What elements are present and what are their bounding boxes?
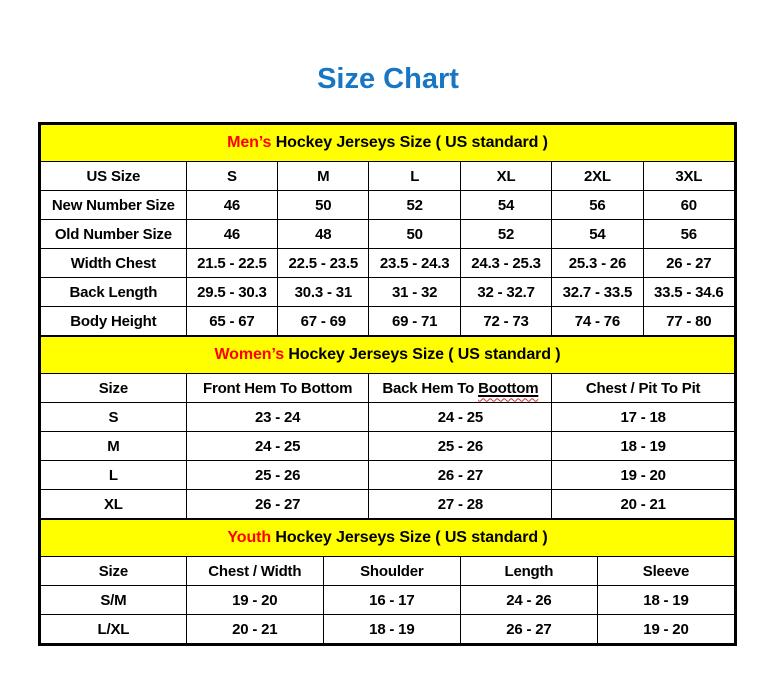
mens-size-value-cell: 23.5 - 24.3 bbox=[369, 249, 460, 278]
size-table-womens bbox=[40, 336, 735, 519]
mens-size-value-cell: 46 bbox=[186, 220, 277, 249]
mens-table-row bbox=[41, 220, 735, 249]
mens-size-value-cell: 67 - 69 bbox=[278, 307, 369, 336]
mens-section-banner-row bbox=[41, 125, 735, 162]
youth-size-value-cell: 19 - 20 bbox=[597, 615, 734, 644]
womens-table-row bbox=[41, 490, 735, 519]
youth-size-value-cell: 19 - 20 bbox=[186, 586, 323, 615]
mens-size-value-cell: 33.5 - 34.6 bbox=[643, 278, 734, 307]
size-table-mens bbox=[40, 124, 735, 336]
youth-header-row bbox=[41, 557, 735, 586]
misspelled-word-squiggle: Boottom bbox=[478, 379, 539, 397]
womens-size-value-cell: 25 - 26 bbox=[186, 461, 369, 490]
mens-size-value-cell: 74 - 76 bbox=[552, 307, 643, 336]
youth-size-value-cell: 16 - 17 bbox=[323, 586, 460, 615]
mens-table-row bbox=[41, 307, 735, 336]
youth-column-header: Chest / Width bbox=[186, 557, 323, 586]
size-table-youth bbox=[40, 519, 735, 644]
womens-column-header: Back Hem To Boottom bbox=[369, 374, 552, 403]
womens-size-value-cell: 26 - 27 bbox=[186, 490, 369, 519]
mens-size-value-cell: 31 - 32 bbox=[369, 278, 460, 307]
womens-size-value-cell: 20 - 21 bbox=[552, 490, 735, 519]
youth-banner-highlight: Youth bbox=[227, 529, 272, 546]
mens-column-header: S bbox=[186, 162, 277, 191]
womens-section-banner-row bbox=[41, 337, 735, 374]
mens-column-header: XL bbox=[460, 162, 551, 191]
womens-size-value-cell: 27 - 28 bbox=[369, 490, 552, 519]
mens-size-value-cell: 56 bbox=[552, 191, 643, 220]
womens-table-row bbox=[41, 432, 735, 461]
womens-banner-text: Hockey Jerseys Size ( US standard ) bbox=[284, 346, 561, 363]
youth-column-header: Sleeve bbox=[597, 557, 734, 586]
womens-section-banner bbox=[41, 337, 735, 374]
mens-size-value-cell: 65 - 67 bbox=[186, 307, 277, 336]
womens-header-row bbox=[41, 374, 735, 403]
mens-size-value-cell: 56 bbox=[643, 220, 734, 249]
mens-size-value-cell: 24.3 - 25.3 bbox=[460, 249, 551, 278]
mens-size-value-cell: 54 bbox=[552, 220, 643, 249]
youth-size-value-cell: 26 - 27 bbox=[460, 615, 597, 644]
youth-column-header: Length bbox=[460, 557, 597, 586]
womens-row-label: S bbox=[41, 403, 187, 432]
mens-column-header: 2XL bbox=[552, 162, 643, 191]
youth-size-value-cell: 20 - 21 bbox=[186, 615, 323, 644]
womens-size-value-cell: 24 - 25 bbox=[369, 403, 552, 432]
mens-column-header: M bbox=[278, 162, 369, 191]
mens-column-header: US Size bbox=[41, 162, 187, 191]
mens-size-value-cell: 46 bbox=[186, 191, 277, 220]
womens-size-value-cell: 18 - 19 bbox=[552, 432, 735, 461]
womens-column-header: Size bbox=[41, 374, 187, 403]
womens-row-label: XL bbox=[41, 490, 187, 519]
womens-column-header: Front Hem To Bottom bbox=[186, 374, 369, 403]
mens-banner-highlight: Men’s bbox=[227, 134, 272, 151]
page-title: Size Chart bbox=[317, 63, 459, 95]
youth-column-header: Size bbox=[41, 557, 187, 586]
mens-size-value-cell: 50 bbox=[369, 220, 460, 249]
mens-size-value-cell: 32.7 - 33.5 bbox=[552, 278, 643, 307]
mens-row-label: Width Chest bbox=[41, 249, 187, 278]
youth-size-value-cell: 18 - 19 bbox=[597, 586, 734, 615]
youth-section-banner bbox=[41, 520, 735, 557]
womens-table-row bbox=[41, 461, 735, 490]
womens-size-value-cell: 19 - 20 bbox=[552, 461, 735, 490]
youth-table-row bbox=[41, 586, 735, 615]
mens-size-value-cell: 21.5 - 22.5 bbox=[186, 249, 277, 278]
womens-row-label: L bbox=[41, 461, 187, 490]
mens-row-label: Body Height bbox=[41, 307, 187, 336]
youth-size-value-cell: 18 - 19 bbox=[323, 615, 460, 644]
size-tables-container bbox=[38, 122, 737, 646]
mens-size-value-cell: 72 - 73 bbox=[460, 307, 551, 336]
mens-size-value-cell: 22.5 - 23.5 bbox=[278, 249, 369, 278]
mens-size-value-cell: 52 bbox=[460, 220, 551, 249]
womens-size-value-cell: 25 - 26 bbox=[369, 432, 552, 461]
mens-banner-text: Hockey Jerseys Size ( US standard ) bbox=[271, 134, 548, 151]
mens-size-value-cell: 29.5 - 30.3 bbox=[186, 278, 277, 307]
womens-size-value-cell: 17 - 18 bbox=[552, 403, 735, 432]
youth-column-header: Shoulder bbox=[323, 557, 460, 586]
womens-banner-highlight: Women’s bbox=[214, 346, 284, 363]
youth-row-label: L/XL bbox=[41, 615, 187, 644]
mens-size-value-cell: 54 bbox=[460, 191, 551, 220]
mens-table-row bbox=[41, 278, 735, 307]
womens-row-label: M bbox=[41, 432, 187, 461]
mens-row-label: Old Number Size bbox=[41, 220, 187, 249]
mens-row-label: Back Length bbox=[41, 278, 187, 307]
mens-size-value-cell: 50 bbox=[278, 191, 369, 220]
youth-row-label: S/M bbox=[41, 586, 187, 615]
mens-size-value-cell: 60 bbox=[643, 191, 734, 220]
mens-size-value-cell: 30.3 - 31 bbox=[278, 278, 369, 307]
mens-size-value-cell: 48 bbox=[278, 220, 369, 249]
mens-section-banner bbox=[41, 125, 735, 162]
mens-table-row bbox=[41, 249, 735, 278]
womens-size-value-cell: 24 - 25 bbox=[186, 432, 369, 461]
youth-banner-text: Hockey Jerseys Size ( US standard ) bbox=[271, 529, 548, 546]
youth-table-row bbox=[41, 615, 735, 644]
youth-size-value-cell: 24 - 26 bbox=[460, 586, 597, 615]
womens-column-header: Chest / Pit To Pit bbox=[552, 374, 735, 403]
mens-size-value-cell: 26 - 27 bbox=[643, 249, 734, 278]
mens-column-header: L bbox=[369, 162, 460, 191]
mens-size-value-cell: 77 - 80 bbox=[643, 307, 734, 336]
mens-size-value-cell: 52 bbox=[369, 191, 460, 220]
mens-size-value-cell: 32 - 32.7 bbox=[460, 278, 551, 307]
womens-size-value-cell: 26 - 27 bbox=[369, 461, 552, 490]
mens-size-value-cell: 25.3 - 26 bbox=[552, 249, 643, 278]
womens-size-value-cell: 23 - 24 bbox=[186, 403, 369, 432]
mens-row-label: New Number Size bbox=[41, 191, 187, 220]
mens-header-row bbox=[41, 162, 735, 191]
mens-column-header: 3XL bbox=[643, 162, 734, 191]
youth-section-banner-row bbox=[41, 520, 735, 557]
womens-table-row bbox=[41, 403, 735, 432]
mens-size-value-cell: 69 - 71 bbox=[369, 307, 460, 336]
mens-table-row bbox=[41, 191, 735, 220]
